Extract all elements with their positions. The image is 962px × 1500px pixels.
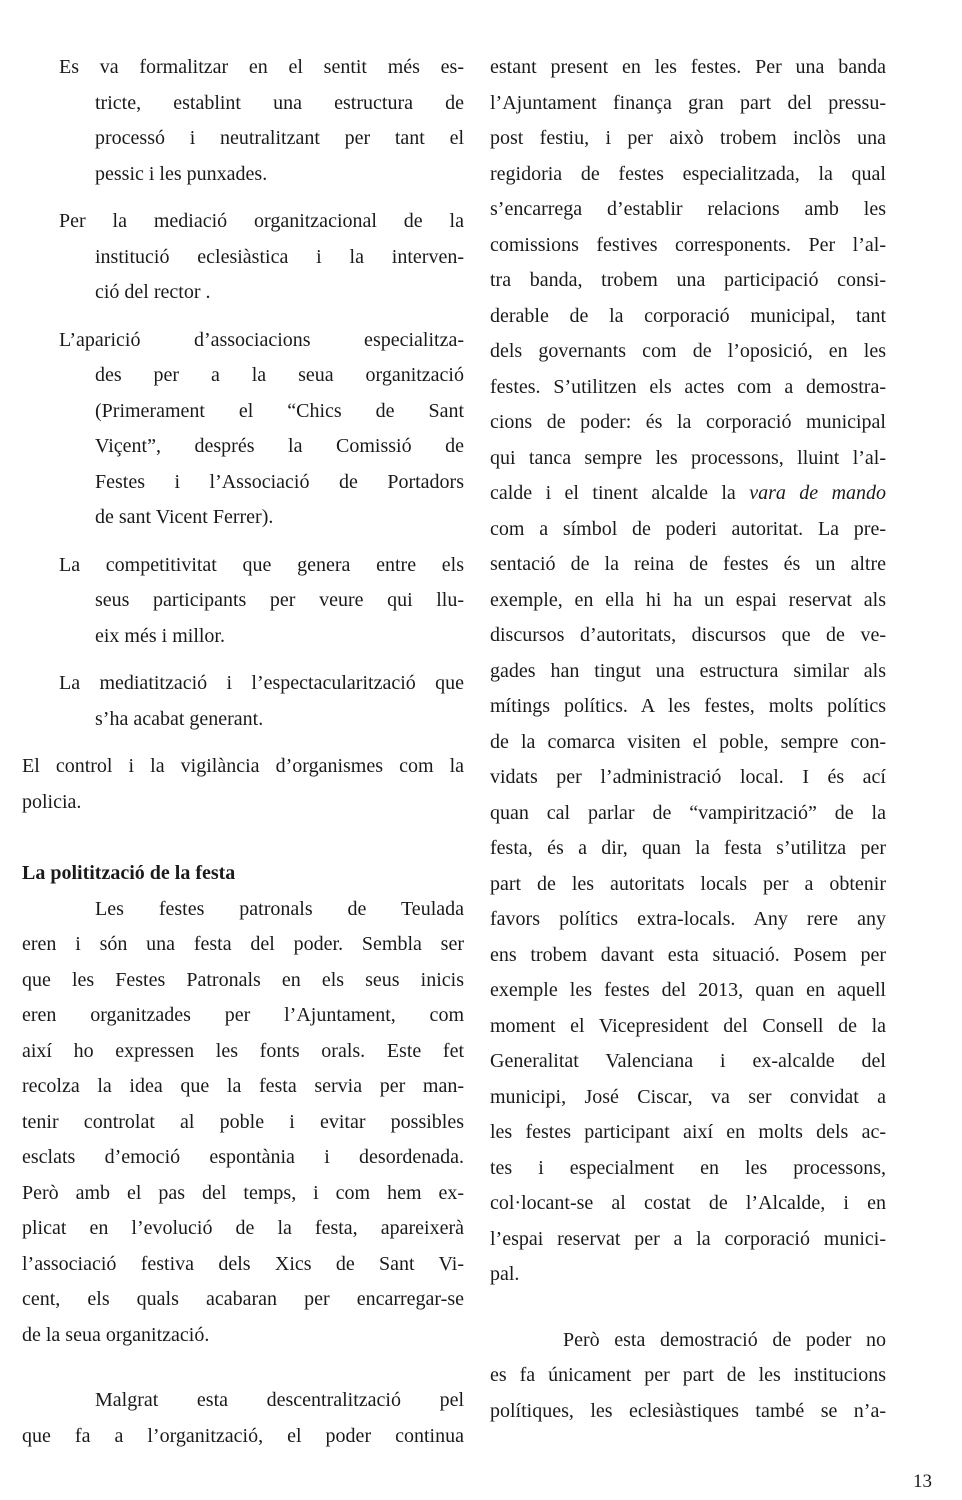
text-line: de sant Vicent Ferrer). bbox=[95, 506, 274, 528]
text-line: exemple les festes del 2013, quan en aquell bbox=[490, 979, 886, 1001]
text-line: tricte, establint una estructura de bbox=[95, 91, 464, 114]
paragraph bbox=[22, 892, 464, 1354]
text-line: estant present en les festes. Per una banda bbox=[490, 56, 886, 78]
text-line: esclats d’emoció espontània i desordenada. bbox=[22, 1146, 464, 1168]
text-line: comissions festives corresponents. Per l’al- bbox=[490, 233, 886, 256]
text-line: qui tanca sempre les processons, lluint l’al- bbox=[490, 446, 886, 469]
text-line: dels governants com de l’oposició, en les bbox=[490, 340, 886, 362]
text-line: regidoria de festes especialitzada, la qual bbox=[490, 162, 886, 185]
page-number: 13 bbox=[913, 1471, 932, 1492]
text-line: tenir controlat al poble i evitar possibles bbox=[22, 1110, 464, 1133]
text-line: Però esta demostració de poder no bbox=[563, 1328, 886, 1351]
text-line: cions de poder: és la corporació municipal bbox=[490, 411, 886, 433]
text-line: ens trobem davant esta situació. Posem per bbox=[490, 943, 886, 966]
section-heading: La politització de la festa bbox=[22, 862, 236, 884]
italic-phrase: vara de mando bbox=[749, 482, 887, 504]
paragraph bbox=[490, 50, 886, 476]
text-line: cent, els quals acabaran per encarregar-se bbox=[22, 1288, 464, 1310]
text-line: processó i neutralitzant per tant el bbox=[95, 127, 464, 149]
text-line: institució eclesiàstica i la interven- bbox=[95, 245, 464, 268]
text-line: l’Ajuntament finança gran part del pressu- bbox=[490, 91, 886, 114]
text-line: des per a la seua organització bbox=[95, 364, 464, 386]
text-line: Generalitat Valenciana i ex-alcalde del bbox=[490, 1050, 886, 1072]
paragraph bbox=[490, 1323, 886, 1430]
text-line: La mediatització i l’espectacularització que bbox=[59, 672, 464, 694]
text-line: sentació de la reina de festes és un altre bbox=[490, 553, 886, 575]
text-line: que fa a l’organització, el poder continua bbox=[22, 1424, 464, 1447]
text-line: El control i la vigilància d’organismes com la bbox=[22, 755, 464, 777]
paragraph bbox=[490, 512, 886, 1293]
text-line: s’encarrega d’establir relacions amb les bbox=[490, 198, 886, 220]
text-line: mítings polítics. A les festes, molts polítics bbox=[490, 695, 886, 717]
text-line: de la comarca visiten el poble, sempre con- bbox=[490, 730, 886, 753]
text-line: moment el Vicepresident del Consell de la bbox=[490, 1014, 886, 1037]
text-line: seus participants per veure qui llu- bbox=[95, 589, 464, 611]
list-item bbox=[22, 749, 464, 820]
paragraph bbox=[22, 1383, 464, 1454]
list-item bbox=[22, 50, 464, 192]
text-line: gades han tingut una estructura similar als bbox=[490, 659, 886, 682]
text-line: que les Festes Patronals en els seus inicis bbox=[22, 968, 464, 991]
text-line: Viçent”, després la Comissió de bbox=[95, 435, 464, 457]
text-line: Per la mediació organitzacional de la bbox=[59, 210, 464, 232]
text-line: vidats per l’administració local. I és ací bbox=[490, 766, 886, 788]
text-line: derable de la corporació municipal, tant bbox=[490, 304, 886, 327]
text-line: municipi, José Ciscar, va ser convidat a bbox=[490, 1085, 886, 1108]
text-line: discursos d’autoritats, discursos que de ve- bbox=[490, 624, 886, 646]
text-line: pessic i les punxades. bbox=[95, 162, 268, 185]
text-line: polítiques, les eclesiàstiques també se n’a- bbox=[490, 1399, 886, 1422]
text-line: (Primerament el “Chics de Sant bbox=[95, 399, 464, 422]
left-column bbox=[22, 50, 464, 1454]
text-line: pal. bbox=[490, 1263, 520, 1285]
text-line: col·locant-se al costat de l’Alcalde, i en bbox=[490, 1192, 886, 1214]
text-line: L’aparició d’associacions especialitza- bbox=[59, 328, 464, 351]
text-line: recolza la idea que la festa servia per man- bbox=[22, 1075, 464, 1097]
list-item bbox=[22, 323, 464, 536]
text-line: part de les autoritats locals per a obtenir bbox=[490, 872, 886, 895]
text-line: eix més i millor. bbox=[95, 624, 225, 647]
text-line: quan cal parlar de “vampirització” de la bbox=[490, 801, 886, 824]
text-line: tes i especialment en les processons, bbox=[490, 1156, 886, 1179]
text-line: Festes i l’Associació de Portadors bbox=[95, 470, 464, 493]
text-line: ció del rector . bbox=[95, 281, 211, 303]
text-line: de la seua organització. bbox=[22, 1323, 210, 1346]
text-line: s’ha acabat generant. bbox=[95, 707, 264, 730]
text-line: Es va formalitzar en el sentit més es- bbox=[59, 56, 464, 78]
text-line: com a símbol de poderi autoritat. La pre- bbox=[490, 517, 886, 540]
text-line: exemple, en ella hi ha un espai reservat als bbox=[490, 588, 886, 611]
text-line: Malgrat esta descentralització pel bbox=[95, 1389, 464, 1411]
text-line: Però amb el pas del temps, i com hem ex- bbox=[22, 1181, 464, 1204]
text-line: l’espai reservat per a la corporació munici- bbox=[490, 1227, 886, 1250]
list-item bbox=[22, 666, 464, 737]
text-line: eren i són una festa del poder. Sembla ser bbox=[22, 933, 464, 955]
text-line: Les festes patronals de Teulada bbox=[95, 897, 464, 920]
text-line: tra banda, trobem una participació consi- bbox=[490, 269, 886, 291]
text-line: policia. bbox=[22, 790, 82, 813]
text-line: calde i el tinent alcalde la vara de mando bbox=[490, 482, 887, 504]
text-line: eren organitzades per l’Ajuntament, com bbox=[22, 1004, 464, 1026]
list-item bbox=[22, 548, 464, 655]
text-line: l’associació festiva dels Xics de Sant Vi- bbox=[22, 1252, 464, 1275]
text-line: així ho expressen les fonts orals. Este fet bbox=[22, 1039, 464, 1062]
right-column bbox=[490, 50, 886, 1429]
text-line: festes. S’utilitzen els actes com a demostra- bbox=[490, 375, 886, 398]
text-line: festa, és a dir, quan la festa s’utilitza per bbox=[490, 837, 886, 859]
text-line: La competitivitat que genera entre els bbox=[59, 553, 464, 576]
list-item bbox=[22, 204, 464, 311]
text-line: favors polítics extra-locals. Any rere any bbox=[490, 908, 886, 930]
text-line: les festes participant així en molts dels ac- bbox=[490, 1121, 886, 1143]
text-line: post festiu, i per això trobem inclòs una bbox=[490, 127, 886, 149]
text-line: es fa únicament per part de les institucions bbox=[490, 1364, 886, 1386]
text-line: plicat en l’evolució de la festa, apareixerà bbox=[22, 1217, 464, 1239]
